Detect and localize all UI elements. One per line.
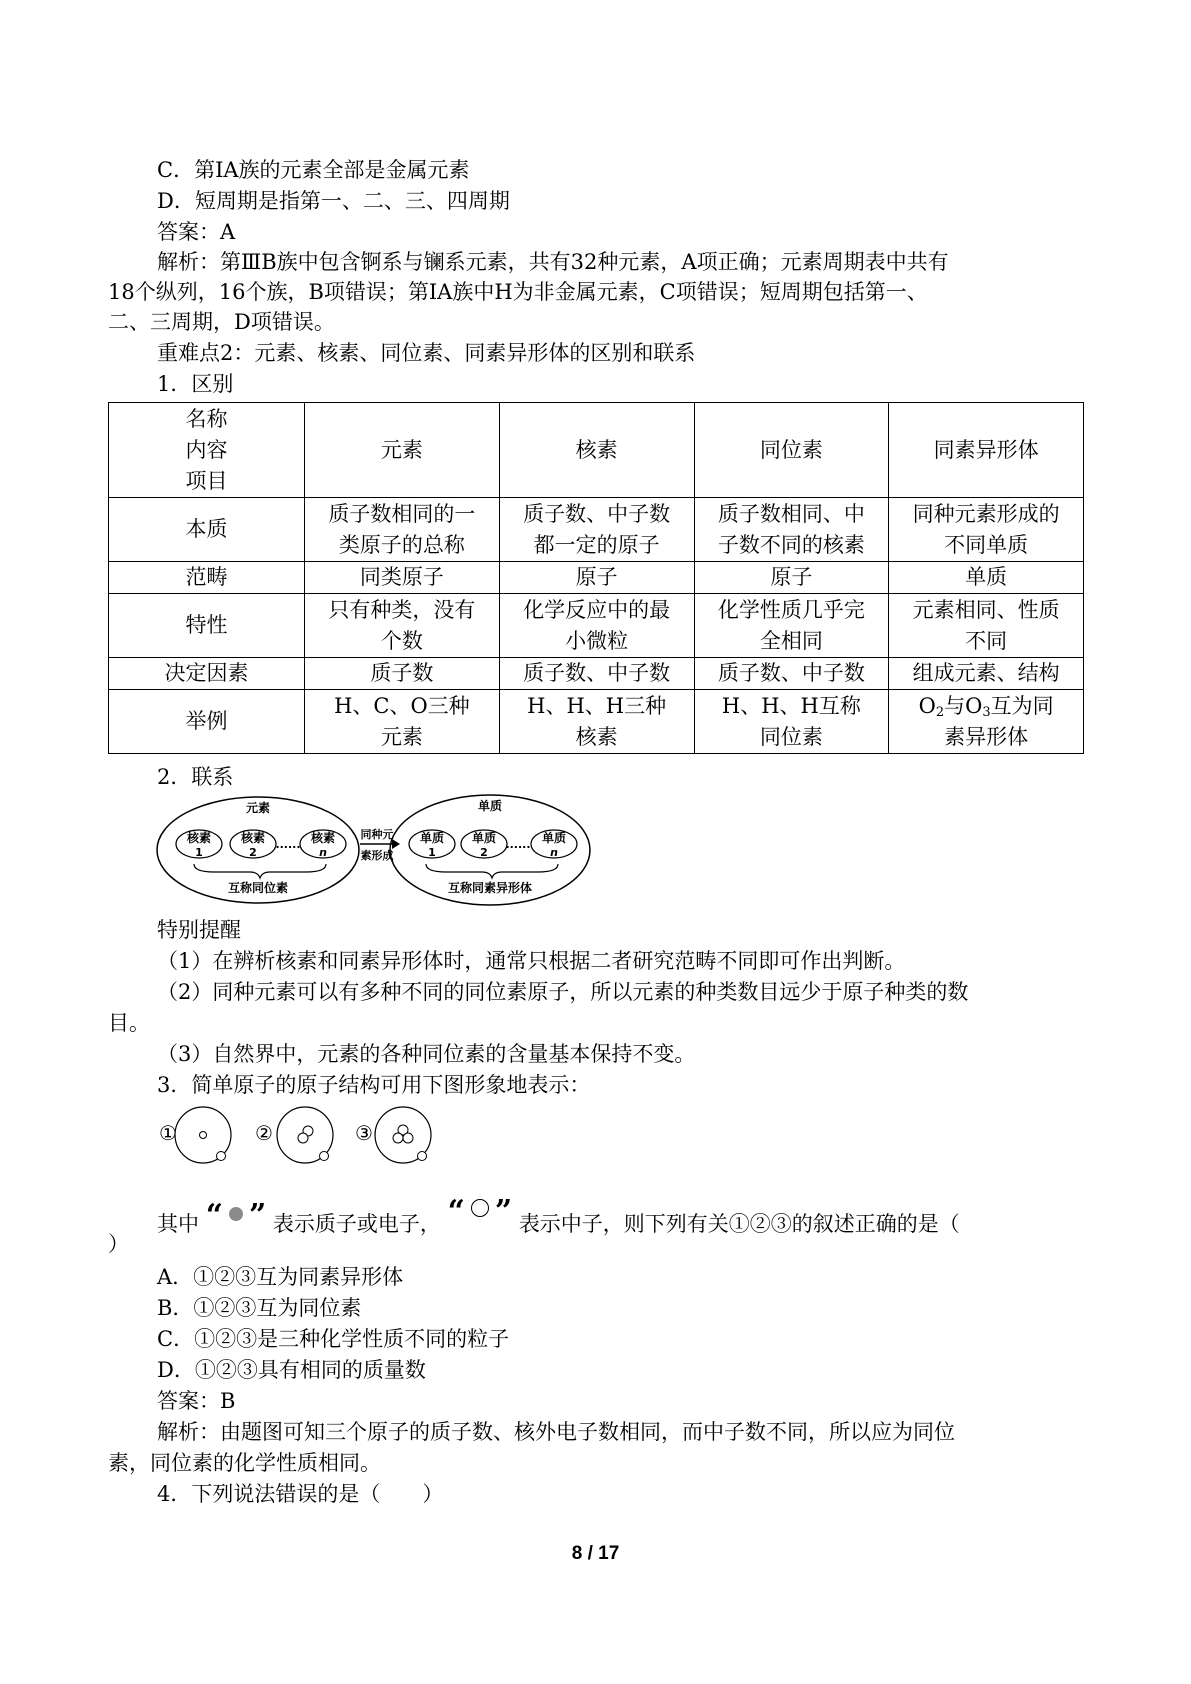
table-cell: 元素相同、性质 不同	[889, 594, 1084, 658]
atom-2-label: ②	[255, 1121, 273, 1145]
table-cell: 原子	[499, 562, 694, 594]
substance-2-number: 2	[480, 846, 488, 859]
section-1-title: 1．区别	[157, 372, 234, 396]
row-label: 举例	[109, 690, 305, 754]
table-cell: 单质	[889, 562, 1084, 594]
table-cell: 只有种类，没有 个数	[305, 594, 500, 658]
tip-3: （3）自然界中，元素的各种同位素的含量基本保持不变。	[157, 1042, 696, 1066]
table-cell: 化学性质几乎完 全相同	[694, 594, 889, 658]
analysis-3-line-2: 素，同位素的化学性质相同。	[108, 1451, 381, 1475]
atom-3-electron	[418, 1152, 427, 1161]
table-row	[109, 690, 1084, 754]
header-element: 元素	[305, 403, 500, 498]
option-d: D．短周期是指第一、二、三、四周期	[157, 189, 510, 213]
row-label: 特性	[109, 594, 305, 658]
table-cell: 组成元素、结构	[889, 658, 1084, 690]
gray-dot-icon	[229, 1207, 243, 1221]
question-4: 4．下列说法错误的是（ ）	[157, 1482, 444, 1506]
q3-option-c: C．①②③是三种化学性质不同的粒子	[157, 1327, 510, 1351]
nuclide-1-number: 1	[195, 846, 203, 859]
allotrope-caption: 互称同素异形体	[447, 881, 533, 895]
option-c: C．第ⅠA族的元素全部是金属元素	[157, 158, 470, 182]
table-cell: 质子数相同、中 子数不同的核素	[694, 498, 889, 562]
tip-2-line-2: 目。	[108, 1011, 150, 1035]
proton-electron-symbol: “ ”	[205, 1198, 267, 1233]
question-3-legend-line: 其中 “ ” 表示质子或电子， “ ” 表示中子，则下列有关①②③的叙述正确的是（	[157, 1194, 960, 1236]
relationship-diagram	[154, 792, 609, 907]
header-nuclide: 核素	[499, 403, 694, 498]
analysis-1-line-2: 18个纵列，16个族，B项错误；第ⅠA族中H为非金属元素，C项错误；短周期包括第一、	[108, 280, 928, 304]
tip-1: （1）在辨析核素和同素异形体时，通常只根据二者研究范畴不同即可作出判断。	[157, 949, 906, 973]
analysis-3-line-1: 解析：由题图可知三个原子的质子数、核外电子数相同，而中子数不同，所以应为同位	[157, 1420, 955, 1444]
substance-n-label: 单质	[541, 831, 567, 845]
table-cell: 质子数相同的一 类原子的总称	[305, 498, 500, 562]
tip-2-line-1: （2）同种元素可以有多种不同的同位素原子，所以元素的种类数目远少于原子种类的数	[157, 980, 969, 1004]
isotope-caption: 互称同位素	[227, 881, 289, 895]
analysis-1-line-1: 解析：第ⅢB族中包含锕系与镧系元素，共有32种元素，A项正确；元素周期表中共有	[157, 250, 949, 274]
table-cell: 同种元素形成的 不同单质	[889, 498, 1084, 562]
allotrope-brace	[426, 864, 558, 878]
table-cell: 原子	[694, 562, 889, 594]
table-row	[109, 658, 1084, 690]
table-cell: H、H、H互称 同位素	[694, 690, 889, 754]
table-cell: 化学反应中的最 小微粒	[499, 594, 694, 658]
table-cell: H、H、H三种 核素	[499, 690, 694, 754]
header-allotrope: 同素异形体	[889, 403, 1084, 498]
table-cell: 质子数、中子数	[499, 658, 694, 690]
isotope-brace	[194, 864, 326, 878]
substance-1-number: 1	[428, 846, 436, 859]
substance-1-label: 单质	[419, 831, 445, 845]
key-point-2: 重难点2：元素、核素、同位素、同素异形体的区别和联系	[157, 341, 696, 365]
page-number: 8 / 17	[571, 1543, 620, 1564]
analysis-1-line-3: 二、三周期，D项错误。	[108, 310, 335, 334]
special-reminder-title: 特别提醒	[157, 918, 241, 942]
atom-3-neutron-2	[403, 1133, 413, 1143]
table-cell: 质子数、中子数	[694, 658, 889, 690]
table-row	[109, 562, 1084, 594]
nuclide-2-number: 2	[249, 846, 257, 859]
header-isotope: 同位素	[694, 403, 889, 498]
atom-3-proton	[393, 1133, 403, 1143]
answer-3: 答案：B	[157, 1389, 236, 1413]
substance-2-label: 单质	[471, 831, 497, 845]
nuclide-2-label: 核素	[240, 831, 266, 845]
nuclide-n-number: n	[319, 846, 327, 859]
row-label: 本质	[109, 498, 305, 562]
table-row	[109, 594, 1084, 658]
simple-substance-title: 单质	[477, 799, 503, 813]
table-row	[109, 498, 1084, 562]
atom-diagrams	[155, 1100, 445, 1170]
q3-option-a: A．①②③互为同素异形体	[157, 1265, 404, 1289]
atom-1-electron	[217, 1152, 226, 1161]
element-title: 元素	[245, 801, 271, 815]
section-2-title: 2．联系	[157, 765, 234, 789]
table-cell: $O_2$与$O_3$互为同 素异形体	[889, 690, 1084, 754]
nuclide-n-label: 核素	[310, 831, 336, 845]
arrow-label-bottom: 素形成	[360, 849, 394, 862]
left-ellipsis: ......	[275, 838, 301, 851]
q3-option-d: D．①②③具有相同的质量数	[157, 1358, 426, 1382]
atom-2-electron	[320, 1152, 329, 1161]
table-cell: 同类原子	[305, 562, 500, 594]
substance-n-number: n	[550, 846, 558, 859]
table-cell: 质子数	[305, 658, 500, 690]
question-3-paren-close: ）	[108, 1232, 129, 1256]
atom-1-label: ①	[159, 1121, 177, 1145]
atom-1-proton	[200, 1132, 207, 1139]
table-header-row	[109, 403, 1084, 498]
table-cell: 质子数、中子数 都一定的原子	[499, 498, 694, 562]
table-cell: H、C、O三种 元素	[305, 690, 500, 754]
allotrope-example-line: $O_2$与$O_3$互为同	[918, 693, 1054, 720]
hollow-circle-icon	[471, 1199, 489, 1217]
atom-3-label: ③	[355, 1121, 373, 1145]
comparison-table	[108, 402, 1084, 754]
nuclide-1-label: 核素	[186, 831, 212, 845]
table-corner-cell: 名称 内容 项目	[109, 403, 305, 498]
atom-2-proton	[298, 1133, 308, 1143]
neutron-symbol: “ ”	[447, 1194, 513, 1229]
arrow-label-top: 同种元	[360, 828, 394, 841]
answer-1: 答案：A	[157, 220, 236, 244]
row-label: 决定因素	[109, 658, 305, 690]
q3-option-b: B．①②③互为同位素	[157, 1296, 362, 1320]
right-ellipsis: ......	[505, 838, 531, 851]
row-label: 范畴	[109, 562, 305, 594]
question-3: 3．简单原子的原子结构可用下图形象地表示：	[157, 1073, 591, 1097]
